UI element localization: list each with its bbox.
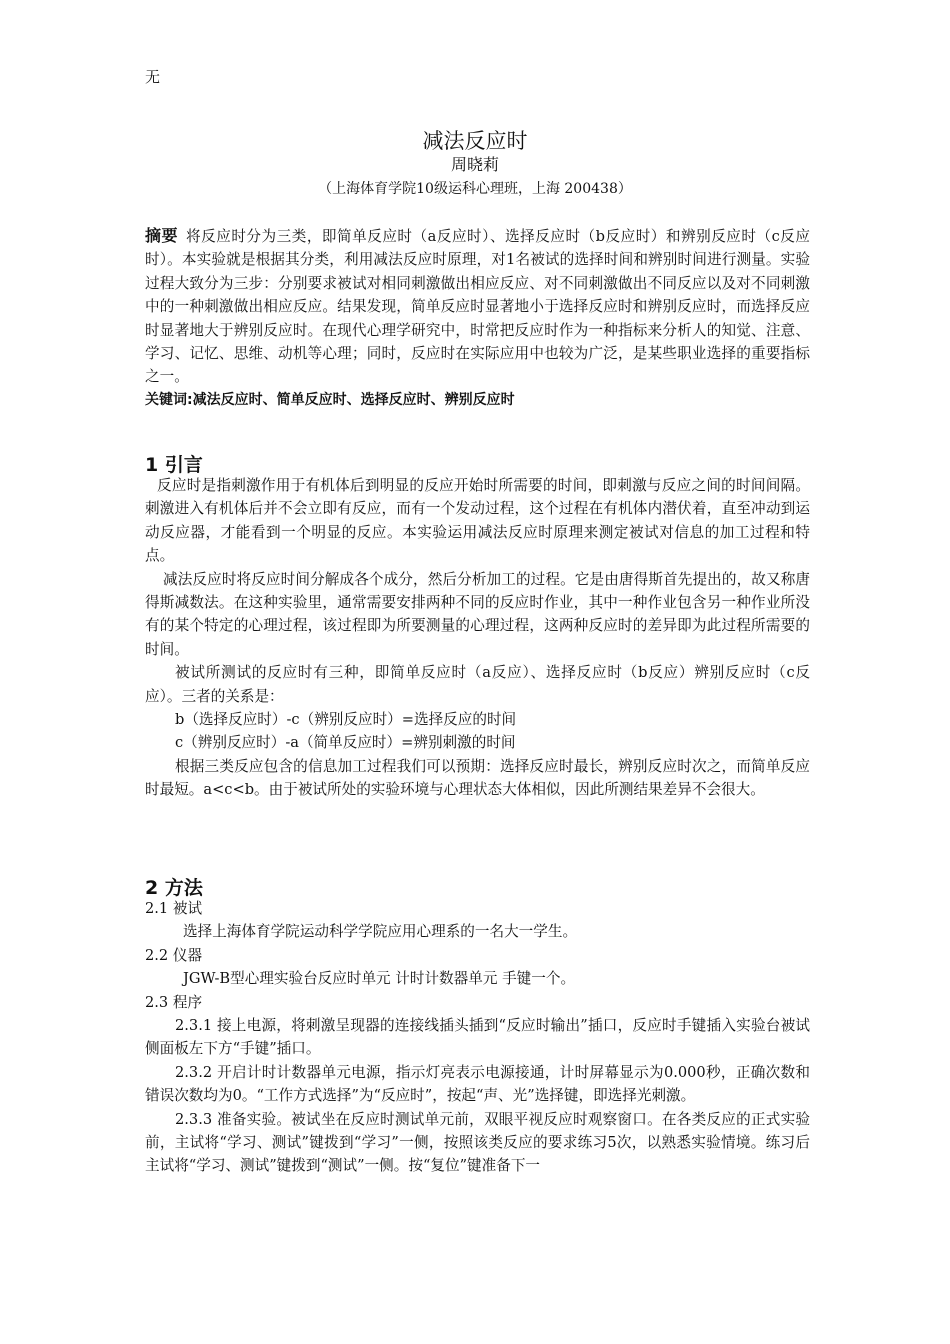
- section-method-body: [145, 897, 810, 1178]
- intro-paragraph-2: 减法反应时将反应时间分解成各个成分，然后分析加工的过程。它是由唐得斯首先提出的，故又称唐得斯减数法。在这种实验里，通常需要安排两种不同的反应时作业，其中一种作业包含另一种作业所没有的某个特定的心理过程，该过程即为所要测量的心理过程，这两种反应时的差异即为此过程所需要的时间。: [145, 570, 810, 658]
- affiliation: （上海体育学院10级运科心理班，上海 200438）: [318, 181, 632, 197]
- abstract-block: [145, 224, 810, 412]
- abstract-text: 将反应时分为三类，即简单反应时（a反应时）、选择反应时（b反应时）和辨别反应时（c反应时）。本实验就是根据其分类，利用减法反应时原理，对1名被试的选择时间和辨别时间进行测量。实验过程大致分为三步：分别要求被试对相同刺激做出相应反应、对不同刺激做出不同反应以及对不同刺激中的一种刺激做出相应反应。结果发现，简单反应时显著地小于选择反应时和辨别反应时，而选择反应时显著地大于辨别反应时。在现代心理学研究中，时常把反应时作为一种指标来分析人的知觉、注意、学习、记忆、思维、动机等心理；同时，反应时在实际应用中也较为广泛，是某些职业选择的重要指标之一。: [145, 228, 810, 386]
- keywords: 关键词:减法反应时、简单反应时、选择反应时、辨别反应时: [145, 391, 515, 408]
- equation-1: b（选择反应时）-c（辨别反应时）=选择反应的时间: [175, 711, 517, 729]
- abstract-label: 摘要: [145, 226, 179, 245]
- subjects-text: 选择上海体育学院运动科学学院应用心理系的一名大一学生。: [183, 923, 578, 941]
- procedure-2-3-3: 2.3.3 准备实验。被试坐在反应时测试单元前，双眼平视反应时观察窗口。在各类反应的正式实验前，主试将“学习、测试”键拨到“学习”一侧，按照该类反应的要求练习5次，以熟悉实验情境。练习后主试将“学习、测试”键拨到“测试”一侧。按“复位”键准备下一: [145, 1110, 810, 1175]
- paper-title: 减法反应时: [422, 129, 528, 153]
- subsection-2-2: 2.2 仪器: [145, 946, 203, 964]
- procedure-2-3-1: 2.3.1 接上电源，将刺激呈现器的连接线插头插到“反应时输出”插口，反应时手键插入实验台被试侧面板左下方“手键”插口。: [145, 1017, 810, 1058]
- subsection-2-3: 2.3 程序: [145, 993, 203, 1011]
- intro-paragraph-3: 被试所测试的反应时有三种，即简单反应时（a反应）、选择反应时（b反应）辨别反应时（c反应）。三者的关系是：: [145, 664, 810, 705]
- section-heading-intro: 1 引言: [145, 454, 203, 476]
- subsection-2-1: 2.1 被试: [145, 900, 203, 917]
- header-mark: 无: [145, 68, 161, 86]
- author: 周晓莉: [450, 155, 499, 174]
- intro-paragraph-4: 根据三类反应包含的信息加工过程我们可以预期：选择反应时最长，辨别反应时次之，而简单反应时最短。a<c<b。由于被试所处的实验环境与心理状态大体相似，因此所测结果差异不会很大。: [145, 757, 810, 799]
- apparatus-text: JGW-B型心理实验台反应时单元 计时计数器单元 手键一个。: [183, 970, 576, 988]
- intro-paragraph-1: 反应时是指刺激作用于有机体后到明显的反应开始时所需要的时间，即刺激与反应之间的时间间隔。刺激进入有机体后并不会立即有反应，而有一个发动过程，这个过程在有机体内潜伏着，直至冲动到运动反应器，才能看到一个明显的反应。本实验运用减法反应时原理来测定被试对信息的加工过程和特点。: [145, 477, 810, 565]
- abstract-paragraph: [145, 224, 810, 389]
- equation-2: c（辨别反应时）-a（简单反应时）=辨别刺激的时间: [175, 734, 516, 752]
- section-heading-method: 2 方法: [145, 877, 203, 899]
- procedure-2-3-2: 2.3.2 开启计时计数器单元电源，指示灯亮表示电源接通，计时屏幕显示为0.000秒，正确次数和错误次数均为0。“工作方式选择”为“反应时”，按起“声、光”选择键，即选择光刺激。: [145, 1063, 810, 1105]
- section-intro-body: [145, 474, 810, 802]
